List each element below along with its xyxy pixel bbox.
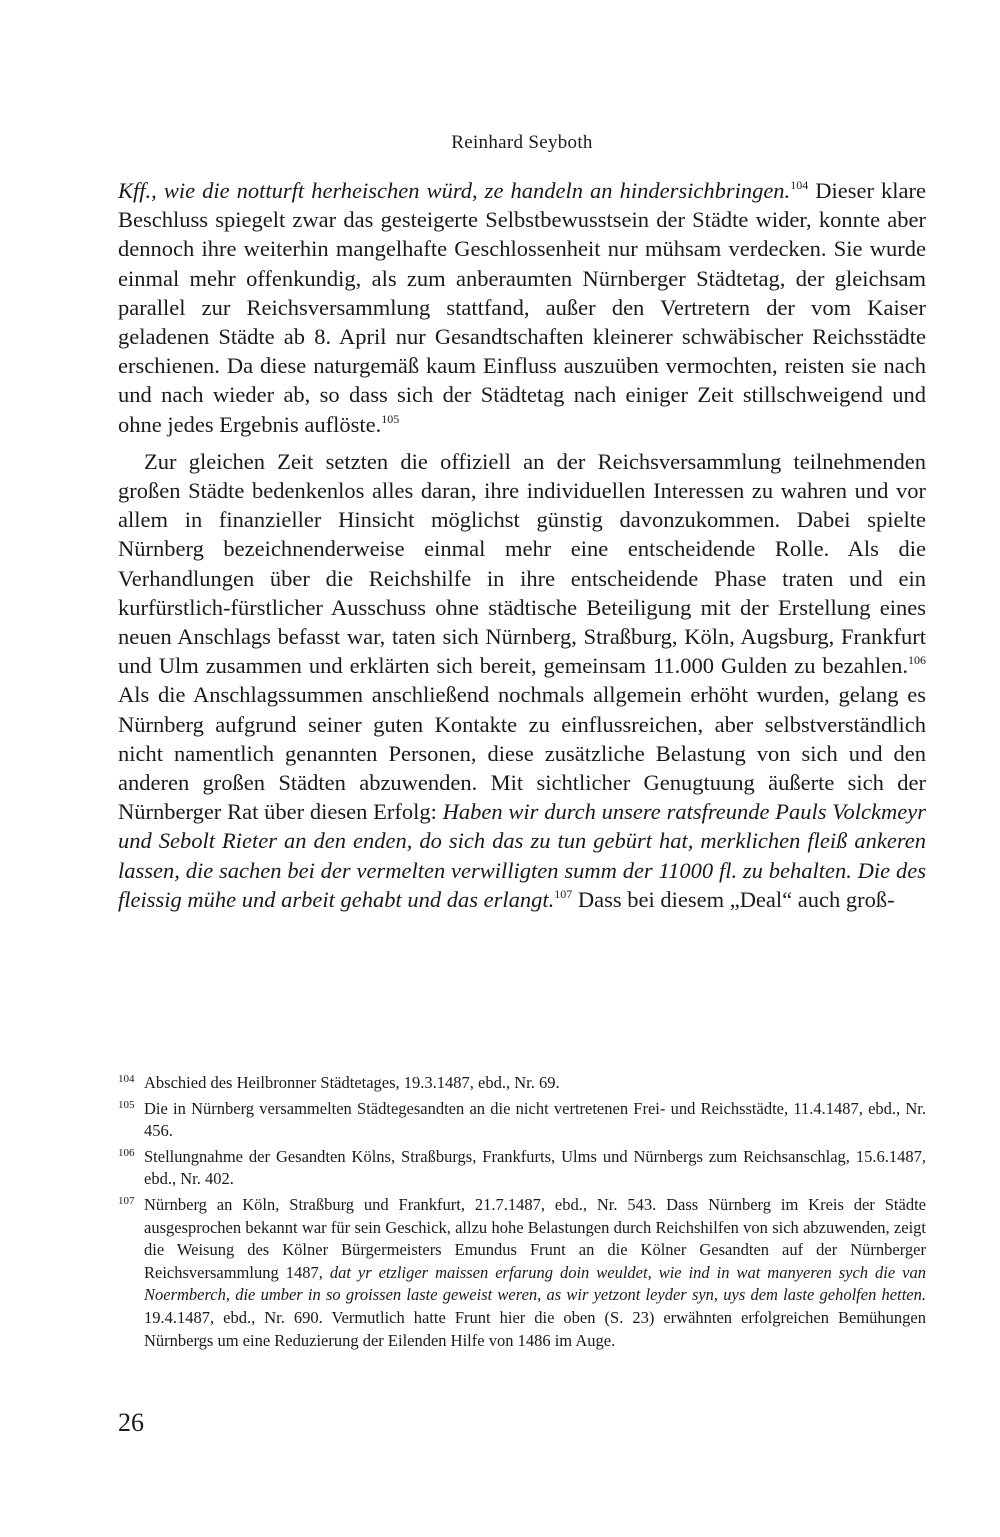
page-number: 26 <box>118 1408 144 1437</box>
footnote-text: Abschied des Heilbronner Städtetages, 19.3.1487, ebd., Nr. 69. <box>144 1073 560 1092</box>
footnotes <box>118 1072 926 1355</box>
body-text <box>118 176 926 914</box>
footnote-number: 105 <box>118 1098 135 1111</box>
document-page <box>118 0 926 1537</box>
footnote-ref: 105 <box>381 411 400 426</box>
footnote-ref: 106 <box>908 653 926 668</box>
paragraph-text: Als die Anschlagssummen anschließend nochmals allgemein erhöht wurden, gelang es Nürnberg aufgrund seiner guten Kontakte zu einflussreichen, aber selbstverständlich nicht namentlich genannten Personen, diese zusätzliche Belastung von sich und den anderen großen Städten abzuwenden. Mit sichtlicher Genugtuung äußerte sich der Nürnberger Rat über diesen Erfolg: <box>118 682 926 825</box>
paragraph-text: Dieser klare Beschluss spiegelt zwar das gesteigerte Selbstbewusstsein der Städte wider, konnte aber dennoch ihre weiterhin mangelhafte Geschlossenheit nur mühsam verdecken. Sie wurde einmal mehr offenkundig, als zum anberaumten Nürnberger Städtetag, der gleichsam parallel zur Reichsversammlung stattfand, außer den Vertretern der vom Kaiser geladenen Städte ab 8. April nur Gesandtschaften kleinerer schwäbischer Reichsstädte erschienen. Da diese naturgemäß kaum Einfluss auszuüben vermochten, reisten sie nach und nach wieder ab, so dass sich der Städtetag nach einiger Zeit stillschweigend und ohne jedes Ergebnis auflöste. <box>118 178 926 437</box>
footnote <box>118 1194 926 1352</box>
footnote-text <box>144 1194 926 1352</box>
paragraph <box>118 176 926 439</box>
footnote-text-part: 19.4.1487, ebd., Nr. 690. Vermutlich hatte Frunt hier die oben (S. 23) erwähnten erfolgreichen Bemühungen Nürnbergs um eine Reduzierung der Eilenden Hilfe von 1486 im Auge. <box>144 1307 926 1350</box>
paragraph <box>118 447 926 914</box>
footnote-ref: 107 <box>554 886 573 901</box>
footnote <box>118 1146 926 1191</box>
paragraph-text: Dass bei diesem „Deal“ auch groß- <box>572 886 895 912</box>
running-head: Reinhard Seyboth <box>451 132 593 153</box>
quote-italic: Haben wir durch unsere ratsfreunde Pauls Volckmeyr und Sebolt Rieter an den enden, do sich das zu tun gebürt hat, merklichen fleiß ankeren lassen, die sachen bei der vermelten verwilligten summ der 11000 fl. zu behalten. Die des fleissig mühe und arbeit gehabt und das erlangt. <box>118 799 926 912</box>
footnote-number: 106 <box>118 1146 135 1159</box>
footnote-text: Die in Nürnberg versammelten Städtegesandten an die nicht vertretenen Frei- und Reichsstädte, 11.4.1487, ebd., Nr. 456. <box>144 1098 926 1141</box>
footnote-number: 107 <box>118 1194 135 1207</box>
footnote-text-part: Nürnberg an Köln, Straßburg und Frankfurt, 21.7.1487, ebd., Nr. 543. Dass Nürnberg im Kreis der Städte ausgesprochen bekannt war für sein Geschick, allzu hohe Belastungen durch Reichshilfen von sich abzuwenden, zeigt die Weisung des Kölner Bürgermeisters Emundus Frunt an die Kölner Gesandten auf der Nürnberger Reichsversammlung 1487, <box>144 1194 926 1282</box>
quote-italic: Kff., wie die notturft herheischen würd, ze handeln an hindersichbringen. <box>118 178 791 203</box>
footnote-text: Stellungnahme der Gesandten Kölns, Straßburgs, Frankfurts, Ulms und Nürnbergs zum Reichsanschlag, 15.6.1487, ebd., Nr. 402. <box>144 1146 926 1189</box>
quote-italic: dat yr etzliger maissen erfarung doin weuldet, wie ind in wat manyeren sych die van Noermberch, die umber in so groissen laste geweist weren, as wir yetzont leyder syn, uys dem laste geholfen hetten. <box>144 1262 926 1305</box>
footnote <box>118 1098 926 1143</box>
footnote-number: 104 <box>118 1073 135 1085</box>
footnote <box>118 1072 926 1095</box>
footnote-ref: 104 <box>790 178 809 192</box>
paragraph-text: Zur gleichen Zeit setzten die offiziell an der Reichsversammlung teilnehmenden großen Städte bedenkenlos alles daran, ihre individuellen Interessen zu wahren und vor allem in finanzieller Hinsicht möglichst günstig davonzukommen. Dabei spielte Nürnberg bezeichnenderweise einmal mehr eine entscheidende Rolle. Als die Verhandlungen über die Reichshilfe in ihre entscheidende Phase traten und ein kurfürstlich-fürstlicher Ausschuss ohne städtische Beteiligung mit der Erstellung eines neuen Anschlags befasst war, taten sich Nürnberg, Straßburg, Köln, Augsburg, Frankfurt und Ulm zusammen und erklärten sich bereit, gemeinsam 11.000 Gulden zu bezahlen. <box>118 448 926 679</box>
